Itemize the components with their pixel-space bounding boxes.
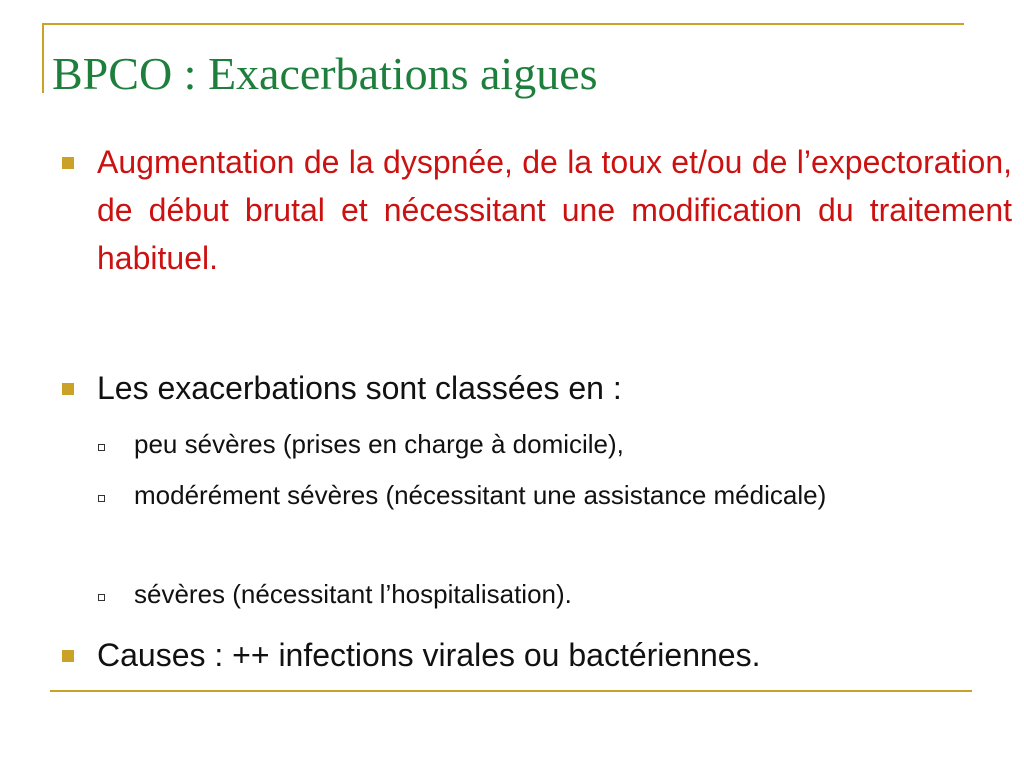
frame-bottom-line — [50, 690, 972, 692]
frame-left-line — [42, 23, 44, 93]
frame-top-line — [42, 23, 964, 25]
bullet-definition-text: Augmentation de la dyspnée, de la toux et/ou de l’expectoration, de début brutal et nécessitant une modification du traitement habituel. — [97, 144, 1012, 276]
sub-bullet-checkbox-icon — [98, 594, 105, 601]
bullet-square-icon — [62, 650, 74, 662]
sub-item-severe: sévères (nécessitant l’hospitalisation). — [134, 579, 572, 609]
bullet-classification-text: Les exacerbations sont classées en : — [97, 370, 622, 406]
slide-title: BPCO : Exacerbations aigues — [52, 48, 598, 99]
sub-bullet-checkbox-icon — [98, 495, 105, 502]
sub-item-moderate: modérément sévères (nécessitant une assistance médicale) — [134, 480, 827, 510]
sub-bullet-checkbox-icon — [98, 444, 105, 451]
bullet-square-icon — [62, 157, 74, 169]
bullet-causes-text: Causes : ++ infections virales ou bactériennes. — [97, 637, 761, 673]
bullet-square-icon — [62, 383, 74, 395]
sub-item-mild: peu sévères (prises en charge à domicile), — [134, 429, 624, 459]
